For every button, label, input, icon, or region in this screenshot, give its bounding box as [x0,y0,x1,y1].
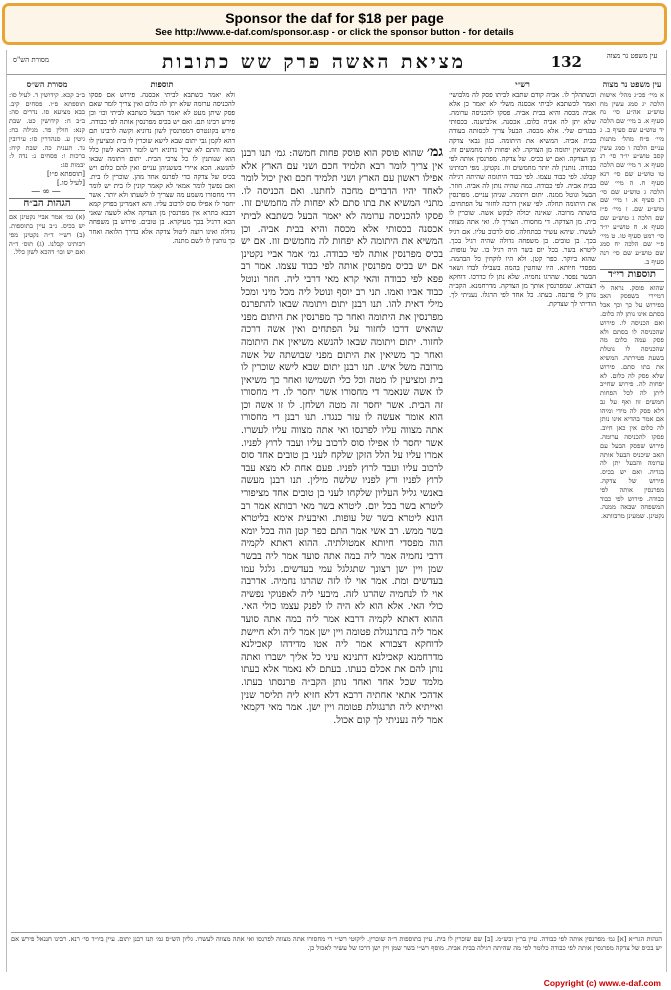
hagahot-heading: הגהות הב״ח [9,198,85,211]
left-margin-column [9,78,85,928]
masoret-note-1: [תוספתא פ״ו] [47,169,85,178]
rashi-heading: רש״י [515,79,530,89]
tosafot-heading: תוספות [150,79,174,89]
rid-text: שהוא פוסק. נראה לי דמיירי בשפסק האב בפירוש על כך וכך אבל בסתם אינו נותן לה כלום. ואם הכניסה לו. פירוש שהכניסה לו בסתם ולא פסק עמה כלום מה שהכניסה לו נוטלת בשעת פטירתה. המשיא את בתו סתם. פירוש שלא פסק לה כלום. לא יפחות לה. פירוש שחייב ליתן לה לכל הפחות חמשים זוז ואף על גב דלא פסק לה מידי ומיהו אם אמר בהדיא אינו נותן לה כלום אין כאן חיוב. פסקו להכניסה ערומה. פירוש שפסק הבעל עם האב שיכניס הבעל אותה ערומה והבעל יתן לה בגדיה. ואם יש בכיס. פירוש של צדקה. מפרנסין אותה לפי כבודה. פירוש לפי כבוד המשפחה שבאה ממנה. נקטינן. שמעינן מרבוותא. [600,283,664,521]
ornament-divider: —∞— [31,186,63,197]
rid-heading: תוספות רי״ד [600,269,664,282]
page-number: 132 [550,53,582,71]
footer-notes: הגהות הגר״א [א] גמ׳ מפרנסין אותה לפי כבודה. עיין בר״ן ובש״מ. [ב] שם שוכרין לו בית. עיין בתוספות ד״ה שוכרין. ליקוטי רש״י די מחסורו אתה מצווה לפרנסו ואי אתה מצווה לעשרו. גליון הש״ס גמ׳ תנו רבנן יתום. עיין ביו״ד סי׳ רנא. רבינו חננאל פירש אם יש בכיס של צדקה מפרנסין אותה לפי כבודה כלומר לפי מה שהיתה רגילה בבית אביה. מוסף רש״י בשר שמן ויין ישן דרכו של עשיר לאכול כן. [11,932,662,971]
hagahot-text: (א) גמ׳ אמר אביי נקטינן אם יש בכיס. נ״ב עיין בתוספות. (ב) רש״י ד״ה נקטינן מפי רבותינו קבלנו. (ג) תוס׳ ד״ה ואם יש וכו׳ דהכא לשון כלל. [9,213,85,257]
gemara-opening-word: גמ׳ [426,146,443,160]
gemara-text: שהוא פוסק הוא פוסק פחות חמשה: גמ׳ תנו רבנן אין צריך לומר רבא תלמיד חכם ושני עם הארץ אלא אפילו ראשון עם הארץ ושני תלמיד חכם ואין יכול לומר לאחד יהיו הדברים מחכה לחתנו. ואם הכניסה לו. מתני׳ המשיא את בתו סתם לא יפחות לה מחמשים זוז. פסקו להכניסה ערומה לא יאמר הבעל כשתבא לביתי אכסנה בכסותי אלא מכסה והיא בבית אביה. וכן המשיא את היתומה לא יפחות לה מחמשים זוז. אם יש בכיס מפרנסין אותה לפי כבודה. גמ׳ אמר אביי נקטינן אם יש בכיס מפרנסין אותה לפי כבוד עצמו. אמר רב פפא לפי כבודה והאי קרא מאי דרבי ליה. חוזר ונוטל כבוד אביו ואמו. תני רב יוסף ונוטל ליה מכל מיני ומכל מילי דאית להו. תנו רבנן יתום ויתומה שבאו להתפרנס מפרנסין את היתומה ואחר כך מפרנסין את היתום מפני שהאיש דרכו לחזור על הפתחים ואין אשה דרכה לחזור. יתום ויתומה שבאו להנשא משיאין את היתומה ואחר כך משיאין את היתום מפני שבושתה של אשה מרובה משל איש. תנו רבנן יתום שבא לישא שוכרין לו בית ומציעין לו מטה וכל כלי תשמישו ואחר כך משיאין לו אשה שנאמר די מחסורו אשר יחסר לו. די מחסורו זה הבית. אשר יחסר זה מטה ושלחן. לו זו אשה וכן הוא אומר אעשה לו עזר כנגדו. תנו רבנן די מחסורו אתה מצווה עליו לפרנסו ואי אתה מצווה עליו לעשרו. אשר יחסר לו אפילו סוס לרכוב עליו ועבד לרוץ לפניו. אמרו עליו על הלל הזקן שלקח לעני בן טובים אחד סוס לרכוב עליו ועבד לרוץ לפניו. פעם אחת לא מצא עבד לרוץ לפניו ורץ לפניו שלשה מילין. תנו רבנן מעשה באנשי גליל העליון שלקחו לעני בן טובים אחד מציפורי ליטרא בשר בכל יום. ליטרא בשר מאי רבותא אמר רב הונא ליטרא בשר של עופות. ואיבעית אימא בליטרא בשר ממש. רב אשי אמר התם כפר קטן הוה בכל יומא הוה מפסדי חיותא אמטולתיה. ההוא דאתא לקמיה דרבי נחמיה אמר ליה במה אתה סועד אמר ליה בבשר שמן ויין ישן רצונך שתגלגל עמי בעדשים. גלגל עמו בעדשים ומת. אמר אוי לו לזה שהרגו נחמיה. אדרבה אוי לו לנחמיה שהרגו לזה. מיבעי ליה לאפנוקי נפשיה כולי האי. אלא הוא לא היה לו לפנק עצמו כולי האי. ההוא דאתא לקמיה דרבא אמר ליה במה אתה סועד אמר ליה בתרנגולת פטומה ויין ישן אמר ליה ולא חיישת לדוחקא דצבורא אמר ליה אטו מדידהו קאכילנא מדרחמנא קאכילנא דתנינא עיני כל אליך ישברו ואתה נותן להם את אכלם בעתו. בעתם לא נאמר אלא בעתו מלמד שכל אחד ואחד נותן הקב״ה פרנסתו בעתו. אדהכי אתאי אחתיה דרבא דלא חזיא ליה תליסר שנין ואייתיא ליה תרנגולת פטומה ויין ישן. אמר מאי דקמאי אמר ליה נעניתי לך קום אכול. [241,148,443,726]
rashi-column [449,78,596,928]
right-margin-column [600,78,664,928]
masoret-heading: מסורת הש״ס [26,79,68,89]
rashi-text: וכשתהלך לו. אביה קודם שתבא לביתו פסק לה מלבושי׳ ואמר לכשתבא לביתי אכסנה משלי לא יאמר כן אלא אביה מכסה והיא בבית אביה. פסקו להכניסה ערומה. שלא יתן לה אביה כלום. אכסנה. אלבישנה. בכסותי בבגדים שלי. אלא מכסה. הבעל צריך לכסותה בעודה בבית אביה. המשיא את היתומה. כגון גבאי צדקה שמשיאין יתומה מן הצדקה. לא יפחות לה מחמשים זוז. מן הצדקה. ואם יש בכיס. של צדקה. מפרנסין אותה לפי כבודה. נותנין לה יותר מחמשים זוז. נקטינן. מפי רבותינו קבלנו. לפי כבוד עצמו. לפי כבוד היתומה שהיתה רגילה בבית אביה. לפי כבודה. כמה שהיה נותן לה אביה. חוזר. הבעל ונוטל ממנה. יתום ויתומה. שניהן עניים. מפרנסין את היתומה תחלה. לפי שאין דרכה לחזור על הפתחים. בושתה מרובה. שאינה יכולה לבקש אשה. שוכרין לו בית. מן הצדקה. די מחסורו. הצריך לו. ואי אתה מצווה לעשרו. שיהא עשיר כבתחלה. סוס לרכוב עליו. אם רגיל בכך. בן טובים. בן משפחה גדולה שהיה רגיל בכך. ליטרא בשר. בכל יום בשר היה רגיל בו. של עופות. שהוא ביוקר. כפר קטן. ולא היו לוקחין כל הבהמה. מפסדי חיותא. היו שוחטין בהמה בשבילו לבדו ושאר הבשר נפסד. שהרגו נחמיה. שלא נתן לו כדרכו. דוחקא דצבורא. שמפרנסין אותך מן הצדקה. מדרחמנא. הקב״ה נותן לי פרנסה. בעתו. כל אחד לפי הרגלו. נעניתי לך. הודיתי לך שצדקת. [449,91,596,309]
talmud-page [6,50,667,972]
masoret-text: ב״ב קכא. קידושין ד. לעיל סו: תוספתא פ״ו. פסחים קיב. בבא מציעא סו. נדרים סה: ב״ב ח: קידושין כט. שבת קנא: חולין פד. מגילה כח: גיטין ע. סנהדרין סו: עירובין נד. תענית כה. שבת קיח: ברכות ו: פסחים נ: נדה ל: יבמות סג: [9,90,85,170]
tosafot-column [89,78,235,928]
ein-mishpat-text: א מיי׳ פכ״ג מהל׳ אישות הלכה יג סמג עשין מח טוש״ע אה״ע סי׳ נח סעיף א. ב מיי׳ שם הלכה יד טוש״ע שם סעיף ב. ג מיי׳ פ״ח מהל׳ מתנות עניים הלכה ו סמג עשין קסב טוש״ע יו״ד סי׳ רנ סעיף א. ד מיי׳ שם הלכה טו טוש״ע שם סי׳ רנא סעיף ח. ה מיי׳ שם הלכה ג טוש״ע שם סי׳ רנ סעיף א. ו מיי׳ שם טוש״ע שם. ז מיי׳ פ״ז שם הלכה ג טוש״ע שם סעיף א. ח טוש״ע יו״ד סי׳ רמט סעיף טו. ט מיי׳ פ״י שם הלכה יח סמג שם טוש״ע שם סי׳ רנה סעיף ב. [600,90,664,266]
masoret-label: מסורת הש"ס [13,56,50,64]
page-title: מציאת האשה פרק שש כתובות [161,51,466,73]
sponsor-headline: Sponsor the daf for $18 per page [225,10,444,26]
ein-mishpat-heading: עין משפט נר מצוה [602,79,662,89]
copyright-link[interactable]: Copyright (c) www.e-daf.com [543,978,661,988]
gemara-column [241,146,443,928]
sponsor-details: See http://www.e-daf.com/sponsor.asp - or click the sponsor button - for details [155,27,514,38]
tosafot-text: ולא יאמר כשתבא לביתי אכסנה. פירוש אם פסקו להכניסה ערומה שלא יתן לה כלום ואין צריך לומר שאם פסק שיתן מעט לא יאמר הבעל כשתבא לביתי וכו׳ וכן פירש רבינו תם. ואם יש בכיס מפרנסין אותה לפי כבודה. פירש בקונטרס דמפרנסין לשון נדוניא וקשה לרבינו תם דהא לקמן גבי יתום שבא לישא שוכרין לו בית ומציעין לו מטה והתם לא שייך נדוניא ויש לומר דהכא לשון כלל הוא שנותנין לו כל צרכי הבית. יתום ויתומה שבאו להנשא. הכא איירי בששניהן עניים ואין להם כלום ויש בכיס של צדקה כדי לפרנס אחד מהן. שוכרין לו בית. ואם נפשך לומר אמאי לא קאמר קונין לו בית יש לומר דדי מחסורו משמע מה שצריך לו לשעתו ולא יותר. אשר יחסר לו אפילו סוס לרכוב עליו. והא דאמרינן בפרק קמא דבבא בתרא אין מפרנסין מן הצדקה אלא לשעה שאני הכא דרגיל בכך מעיקרא. בן טובים. פירוש בן משפחה גדולה ואינו רוצה ליטול צדקה אלא בדרך הלואה ואחר כך נותנין לו לשם מתנה. [89,91,235,245]
page-header [7,50,666,75]
ein-mishpat-label: עין משפט נר מצוה [606,52,658,60]
sponsor-banner[interactable] [2,3,667,45]
masoret-note-2: [לעיל סו.] [56,178,85,187]
